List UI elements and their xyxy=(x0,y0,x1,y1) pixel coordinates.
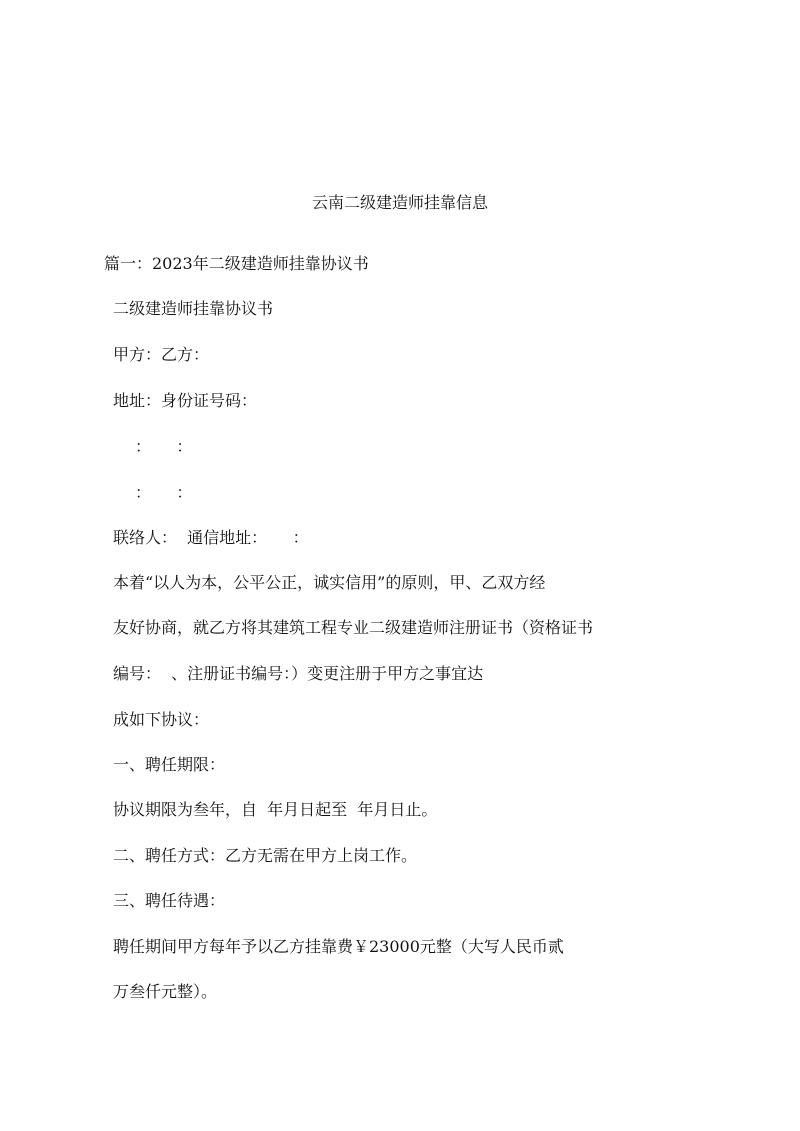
contact-line: 联络人： 通信地址： ： xyxy=(113,528,309,547)
address-id-line: 地址：身份证号码： xyxy=(113,391,258,410)
clause-text: 协议期限为叁年，自 年月日起至 年月日止。 xyxy=(113,800,438,819)
body-paragraph-line: 本着“以人为本，公平公正，诚实信用”的原则，甲、乙双方经 xyxy=(113,573,546,592)
body-paragraph-line: 友好协商，就乙方将其建筑工程专业二级建造师注册证书（资格证书 xyxy=(113,618,594,637)
document-title: 云南二级建造师挂靠信息 xyxy=(311,193,488,212)
blank-field-line: ： ： xyxy=(135,483,193,502)
section-heading: 篇一：2023年二级建造师挂靠协议书 xyxy=(104,254,369,273)
clause-heading: 一、聘任期限： xyxy=(113,755,226,774)
body-paragraph-line: 成如下协议： xyxy=(113,710,210,729)
clause-heading: 二、聘任方式：乙方无需在甲方上岗工作。 xyxy=(113,846,418,865)
body-paragraph-line: 编号： 、注册证书编号：）变更注册于甲方之事宜达 xyxy=(113,664,484,683)
agreement-title: 二级建造师挂靠协议书 xyxy=(113,299,274,318)
clause-text: 聘任期间甲方每年予以乙方挂靠费￥23000元整（大写人民币贰 xyxy=(113,937,564,956)
blank-field-line: ： ： xyxy=(135,437,193,456)
clause-heading: 三、聘任待遇： xyxy=(113,891,226,910)
clause-text: 万叁仟元整）。 xyxy=(113,982,218,1001)
party-line: 甲方：乙方： xyxy=(113,345,210,364)
